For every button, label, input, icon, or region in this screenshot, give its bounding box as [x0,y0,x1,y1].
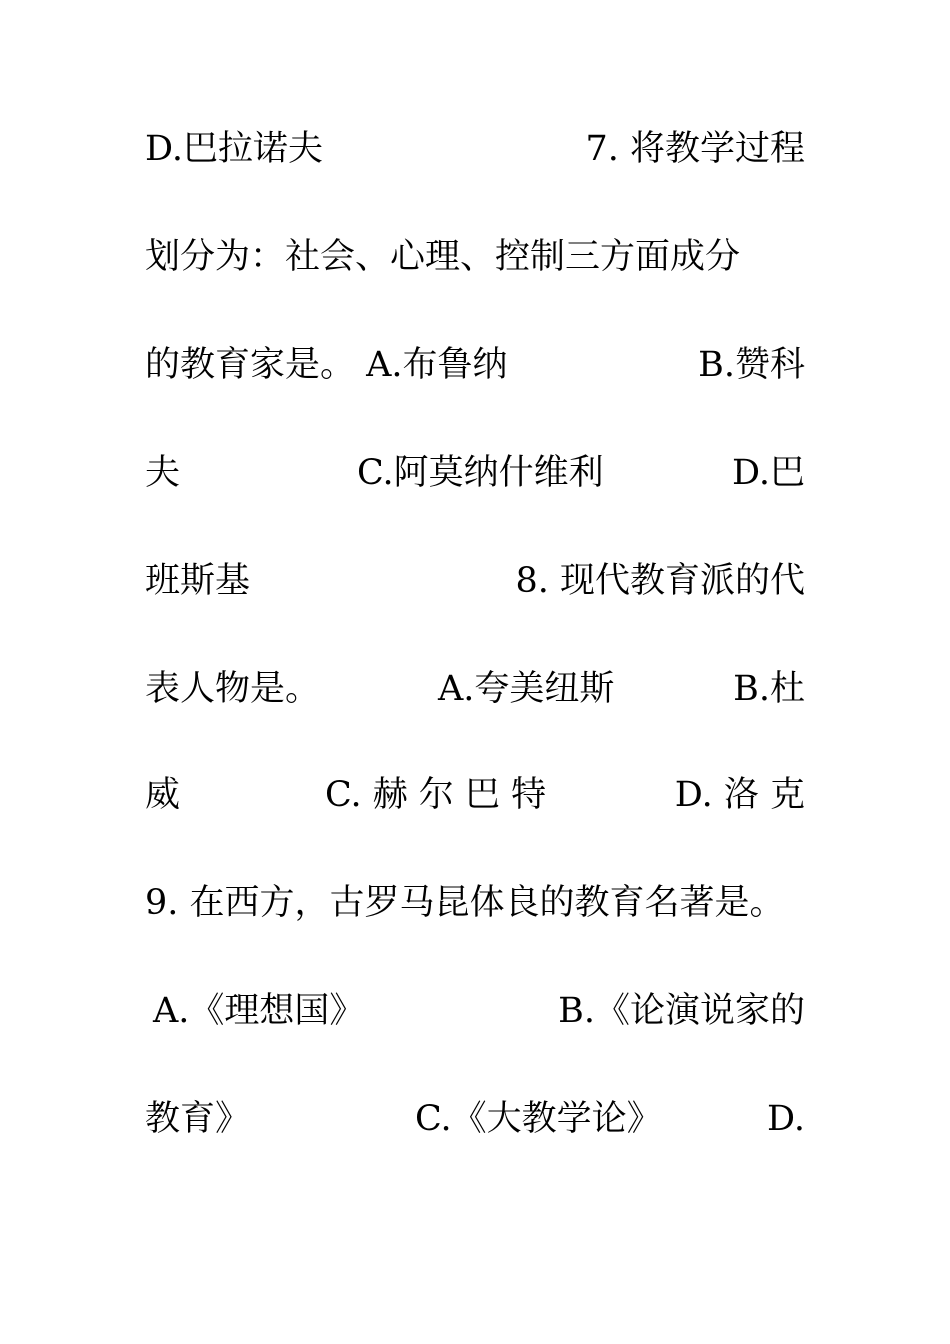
option-d-locke: D. 洛 克 [674,775,805,815]
option-b-orator-start: B.《论演说家的 [558,991,805,1031]
text-line-7 [145,770,805,820]
option-c-great-didactic: C.《大教学论》 [415,1099,662,1139]
option-c-herbart: C. 赫 尔 巴 特 [325,775,547,815]
option-d-baranov: D.巴拉诺夫 [145,129,323,169]
option-b-orator-end: 教育》 [145,1099,251,1139]
option-a-comenius: A.夸美纽斯 [438,669,615,709]
option-b-zankov-start: B.赞科 [698,345,805,385]
text-line-1 [145,124,805,174]
option-b-dewey-start: B.杜 [733,669,805,709]
question-7-text: 划分为：社会、心理、控制三方面成分 [145,237,741,277]
text-line-4 [145,448,805,498]
question-8-start: 8. 现代教育派的代 [515,561,805,601]
option-b-dewey-end: 威 [145,775,181,815]
option-d-babansky-start: D.巴 [732,453,805,493]
text-line-5 [145,556,805,606]
text-line-8 [145,878,805,928]
option-d-babansky-end: 班斯基 [145,561,251,601]
question-7-end-option-a: 的教育家是。 A.布鲁纳 [145,345,508,385]
option-a-republic: A.《理想国》 [153,991,365,1031]
question-9: 9. 在西方，古罗马昆体良的教育名著是。 [145,883,785,923]
text-line-6 [145,664,805,714]
option-d-label: D. [767,1099,805,1139]
text-line-3 [145,340,805,390]
option-c-amonashvili: C.阿莫纳什维利 [357,453,604,493]
option-b-zankov-end: 夫 [145,453,181,493]
question-7-start: 7. 将教学过程 [585,129,805,169]
question-8-end: 表人物是。 [145,669,321,709]
text-line-9 [145,986,805,1036]
text-line-10 [145,1094,805,1144]
text-line-2 [145,232,805,282]
